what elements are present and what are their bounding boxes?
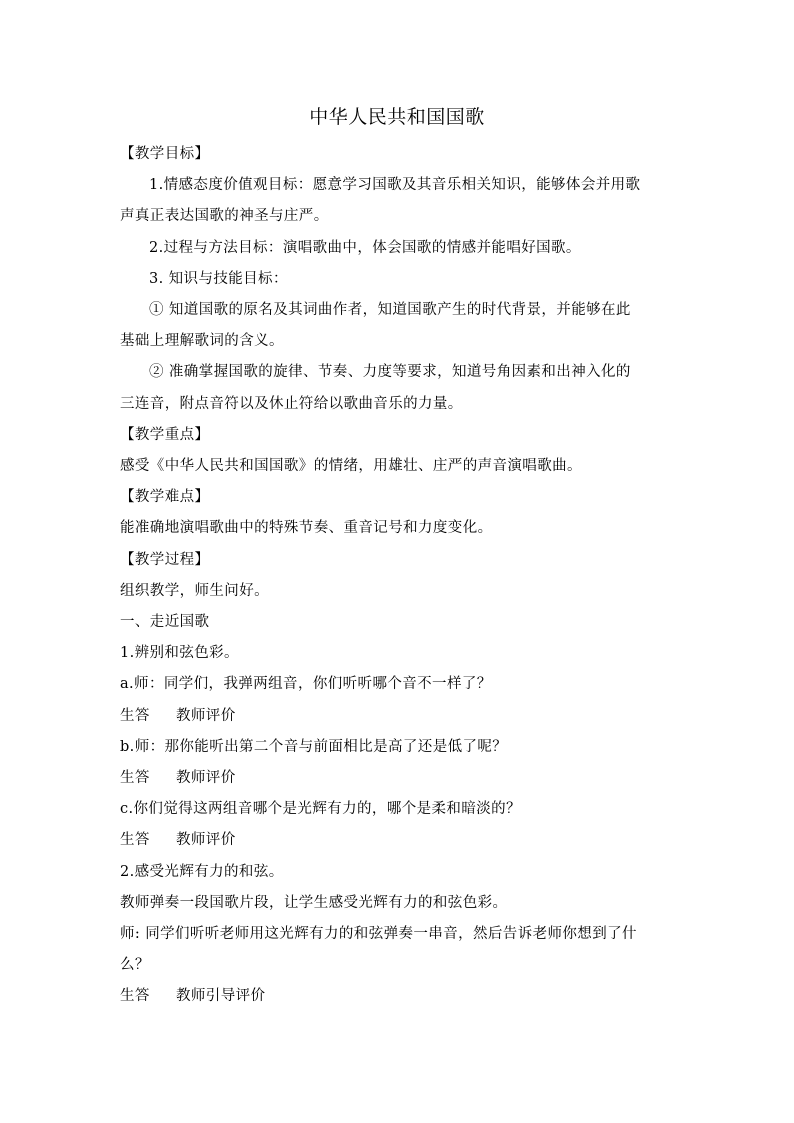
step-2-text: 教师弹奏一段国歌片段，让学生感受光辉有力的和弦色彩。 xyxy=(120,895,508,911)
teacher-eval: 教师评价 xyxy=(176,708,236,724)
objective-3b-line-2: 三连音，附点音符以及休止符给以歌曲音乐的力量。 xyxy=(120,396,463,412)
student-answer: 生答 xyxy=(120,988,150,1004)
objective-3b-line-1: ② 准确掌握国歌的旋律、节奏、力度等要求，知道号角因素和出神入化的 xyxy=(149,364,631,380)
process-intro: 组织教学，师生问好。 xyxy=(120,583,269,599)
teacher-eval: 教师评价 xyxy=(176,832,236,848)
difficulties-text: 能准确地演唱歌曲中的特殊节奏、重音记号和力度变化。 xyxy=(120,520,493,536)
page-title: 中华人民共和国国歌 xyxy=(309,106,485,128)
answer-row-1 xyxy=(120,706,236,726)
step-1: 1.辨别和弦色彩。 xyxy=(120,645,239,661)
objective-1-line-1: 1.情感态度价值观目标：愿意学习国歌及其音乐相关知识，能够体会并用歌 xyxy=(149,177,641,193)
step-1b: b.师：那你能听出第二个音与前面相比是高了还是低了呢？ xyxy=(120,739,508,755)
student-answer: 生答 xyxy=(120,832,150,848)
part-1-heading: 一、走近国歌 xyxy=(120,614,210,630)
key-points-text: 感受《中华人民共和国国歌》的情绪，用雄壮、庄严的声音演唱歌曲。 xyxy=(120,458,582,474)
objective-1-line-2: 声真正表达国歌的神圣与庄严。 xyxy=(120,208,329,224)
student-answer: 生答 xyxy=(120,770,150,786)
answer-row-2 xyxy=(120,768,236,788)
step-2: 2.感受光辉有力的和弦。 xyxy=(120,864,284,880)
objective-3: 3. 知识与技能目标： xyxy=(149,271,288,287)
key-points-heading: 【教学重点】 xyxy=(120,427,210,443)
step-1a: a.师：同学们，我弹两组音，你们听听哪个音不一样了？ xyxy=(120,676,492,692)
answer-row-3 xyxy=(120,830,236,850)
objectives-heading: 【教学目标】 xyxy=(120,146,210,162)
objective-2: 2.过程与方法目标：演唱歌曲中，体会国歌的情感并能唱好国歌。 xyxy=(149,240,581,256)
step-1c: c.你们觉得这两组音哪个是光辉有力的，哪个是柔和暗淡的？ xyxy=(120,801,521,817)
process-heading: 【教学过程】 xyxy=(120,552,210,568)
objective-3a-line-1: ① 知道国歌的原名及其词曲作者，知道国歌产生的时代背景，并能够在此 xyxy=(149,302,631,318)
step-2-teacher-line-1: 师: 同学们听听老师用这光辉有力的和弦弹奏一串音，然后告诉老师你想到了什 xyxy=(120,926,637,942)
teacher-eval: 教师评价 xyxy=(176,770,236,786)
step-2-teacher-line-2: 么？ xyxy=(120,957,150,973)
difficulties-heading: 【教学难点】 xyxy=(120,489,210,505)
teacher-eval: 教师引导评价 xyxy=(176,988,266,1004)
objective-3a-line-2: 基础上理解歌词的含义。 xyxy=(120,333,284,349)
answer-row-4 xyxy=(120,986,265,1006)
student-answer: 生答 xyxy=(120,708,150,724)
